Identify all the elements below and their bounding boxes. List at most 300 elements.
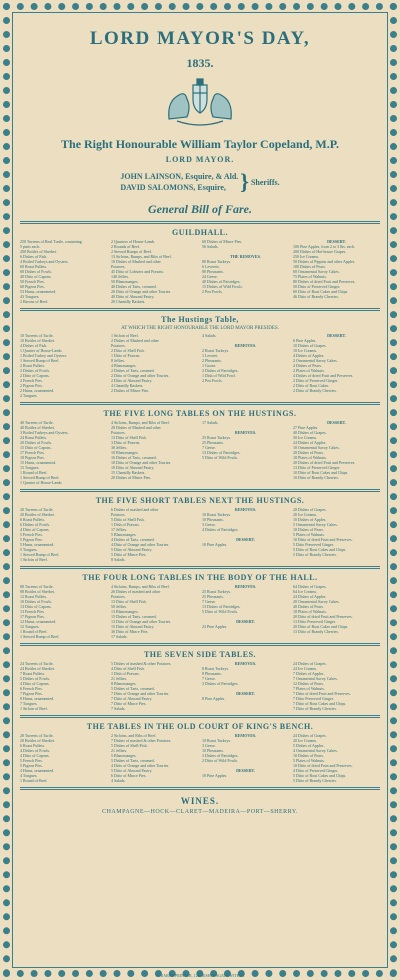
coat-of-arms-icon	[155, 75, 245, 131]
menu-line: 5 Dishes of Tarts, creamed.	[111, 758, 155, 763]
menu-line: 10 Ditto of Orange and other Tourtes.	[111, 460, 172, 465]
brace-icon: }	[240, 169, 249, 194]
menu-line: 2 Barons of Beef.	[20, 299, 49, 304]
menu-line: 10 Blancmanges.	[111, 450, 139, 455]
menu-line: 2 Pea Fowls.	[202, 289, 223, 294]
menu-line: 2 Plates of Walnuts.	[293, 368, 325, 373]
menu-line: 1 Round of Beef.	[20, 629, 48, 634]
menu-column	[293, 584, 380, 639]
menu-line: 5 Ditto of Rout Cakes and Chips.	[293, 773, 347, 778]
menu-line: 5 Ditto of Almond Pastry.	[111, 768, 153, 773]
menu-line: 80 Roast Turkeys.	[202, 259, 232, 264]
menu-line: 10 Dishes of Pears.	[293, 753, 324, 758]
menu-line: 13 Ditto of Shell Fish.	[111, 435, 147, 440]
menu-line: 20 Dishes of Mashed and other	[111, 425, 161, 430]
menu-line: 45 Ditto of Lobsters and Prawns.	[111, 269, 164, 274]
menu-line: 13 Ditto of Preserved Ginger.	[293, 465, 341, 470]
menu-line: 60 Dishes of Mince Pies.	[202, 239, 243, 244]
menu-column	[202, 507, 289, 562]
menu-line: 26 Dishes of mashed and other	[111, 589, 161, 594]
menu-line: 88 Tureens of Turtle.	[20, 584, 54, 589]
menu-line: 24 Roast Pullets.	[20, 435, 48, 440]
menu-line: 12 Tongues.	[20, 624, 40, 629]
section-title: THE FIVE SHORT TABLES NEXT THE HUSTINGS.	[95, 496, 305, 505]
menu-line: 4 Ditto of Capons.	[20, 753, 50, 758]
menu-line: 60 Pigeon Pies.	[20, 284, 45, 289]
menu-line: 13 Dishes of Partridges.	[202, 450, 241, 455]
menu-line: 5 Hams, ornamented.	[20, 542, 55, 547]
menu-line: 7 Ornamental Savoy Cakes.	[293, 676, 338, 681]
divider	[20, 402, 380, 405]
menu-line: 6 Roast Pullets.	[20, 743, 46, 748]
menu-line: 250 Tureens of Real Turtle, containing	[20, 239, 82, 244]
menu-line: 12 Dishes of Pears.	[293, 681, 324, 686]
menu-line: 2 Rounds of Beef.	[111, 244, 141, 249]
menu-line: Potatoes.	[111, 594, 126, 599]
menu-line: 5 Ditto of Brandy Cherries.	[293, 552, 337, 557]
menu-line: 1 Round of Beef.	[20, 778, 48, 783]
menu-line: 2 Roast Pullets.	[20, 363, 46, 368]
menu-line: 5 Ditto Preserved Ginger.	[293, 542, 334, 547]
menu-line: 50 Dishes of Pippins and other Apples.	[293, 259, 356, 264]
menu-line: 1 Ditto of Prawns.	[111, 353, 141, 358]
menu-line: 10 Ditto of Brandy Cherries.	[293, 475, 339, 480]
menu-column	[20, 333, 107, 398]
menu-line: 10 Ornamental Savoy Cakes.	[293, 445, 340, 450]
sheriffs-label: Sheriffs.	[250, 177, 280, 187]
menu-line: 5 Ditto of Brandy Cherries.	[293, 778, 337, 783]
menu-line: 6 Dishes of Fowls.	[20, 522, 51, 527]
menu-line: 4 Blancmanges.	[111, 363, 137, 368]
menu-line: 2 Sirloins, and Ribs of Beef.	[111, 733, 157, 738]
menu-line: 10 Pheasants.	[202, 748, 224, 753]
menu-line: 60 Dishes of Fowls.	[20, 269, 53, 274]
menu-line: DESSERT.	[327, 420, 346, 425]
menu-line: 15 Dishes of Wild Fowls.	[202, 284, 243, 289]
menu-line: 8 Jellies.	[111, 358, 125, 363]
menu-line: 50 Ice Creams.	[293, 435, 318, 440]
menu-line: 24 Dishes of Apples.	[293, 594, 327, 599]
menu-line: 1 Round of Beef.	[20, 470, 48, 475]
menu-line: 20 Ice Creams.	[293, 512, 318, 517]
menu-line: DESSERT.	[327, 333, 346, 338]
menu-line: 4 Dishes of Tarts, creamed.	[111, 537, 155, 542]
menu-line: 12 Roast Pullets.	[20, 594, 48, 599]
menu-line: 17 Salads.	[111, 634, 128, 639]
menu-line: 20 Dishes of Mince Pies.	[111, 475, 152, 480]
menu-line: 15 Tongues.	[20, 465, 40, 470]
section-title: GUILDHALL.	[172, 228, 228, 237]
menu-line: 13 Sirloins, Rumps, and Ribs of Beef.	[111, 254, 172, 259]
divider	[20, 566, 380, 569]
menu-line: 15 Dishes of Tarts, creamed.	[111, 614, 157, 619]
menu-line: 5 Ditto of Almond Pastry.	[111, 547, 153, 552]
wines-list: CHAMPAGNE—HOCK—CLARET—MADEIRA—PORT—SHERRY.	[102, 809, 298, 815]
menu-line: DESSERT.	[236, 619, 255, 624]
menu-line: 5 Ditto of Wild Fowls.	[202, 609, 239, 614]
menu-line: 5 Dishes of Fowls.	[20, 676, 51, 681]
menu-line: 7 Plates of Walnuts.	[293, 686, 325, 691]
menu-line: 7 Geese.	[202, 676, 216, 681]
menu-line: 40 Dishes of Tarts, creamed.	[111, 284, 157, 289]
menu-line: 17 Jellies.	[111, 527, 127, 532]
menu-line: 100 Pine Apples, from 2 to 3 lbs. each.	[293, 244, 356, 249]
menu-line: 60 Ornamental Savoy Cakes.	[293, 269, 340, 274]
menu-line: REMOVES.	[234, 430, 257, 435]
section-columns	[20, 507, 380, 562]
menu-line: 24 Geese.	[202, 274, 218, 279]
menu-line: 40 Ditto of Capons.	[20, 274, 52, 279]
menu-column	[202, 661, 289, 711]
menu-line: THE REMOVES.	[230, 254, 261, 259]
menu-line: 10 Dishes of Grapes.	[293, 343, 327, 348]
menu-line: 4 Salads.	[111, 778, 126, 783]
menu-line: 20 Tureens of Turtle.	[20, 733, 54, 738]
menu-line: 1 Stewed Rump of Beef.	[20, 475, 60, 480]
menu-line: 6 Roast Pullets.	[20, 517, 46, 522]
menu-line: 8 Salads.	[111, 557, 126, 562]
menu-column	[202, 333, 289, 398]
menu-column	[293, 239, 380, 304]
menu-line: 4 Chantilly Baskets.	[111, 383, 144, 388]
menu-line: 20 Ditto of dried Fruit and Preserves.	[293, 614, 353, 619]
menu-line: 1 Stewed Rump of Beef.	[20, 358, 60, 363]
menu-line: 7 Geese.	[202, 445, 216, 450]
menu-line: 4 Ornamental Savoy Cakes.	[293, 748, 338, 753]
menu-line: 88 Bottles of Sherbet.	[20, 589, 55, 594]
menu-line: 2 Stewed Rumps of Beef.	[111, 249, 152, 254]
menu-column	[111, 333, 198, 398]
menu-section	[20, 409, 380, 492]
menu-line: 5 Dishes of mashed & other Potatoes.	[111, 661, 172, 666]
menu-line: 20 Chantilly Baskets.	[111, 299, 146, 304]
menu-line: 20 Ice Creams.	[293, 738, 318, 743]
menu-column	[111, 733, 198, 783]
bill-title: General Bill of Fare.	[148, 202, 252, 216]
menu-line: 2 Pigeon Pies.	[20, 383, 43, 388]
section-columns	[20, 733, 380, 783]
menu-line: 140 Jellies.	[111, 274, 129, 279]
menu-line: 8 Blancmanges.	[111, 681, 137, 686]
wines-title: WINES.	[180, 796, 220, 806]
menu-section	[20, 650, 380, 718]
menu-line: 27 Pine Apples.	[293, 425, 319, 430]
menu-line: 5 Ditto of Wild Fowls.	[202, 455, 239, 460]
menu-line: 5 Tongues.	[20, 547, 38, 552]
menu-line: 10 Dishes of Mashed and other	[111, 259, 161, 264]
sheriff-2: DAVID SALOMONS, Esquire,	[120, 183, 226, 192]
menu-line: 4 Dishes of dried Fruit and Preserves.	[293, 373, 354, 378]
menu-line: 40 Dishes of Partridges.	[202, 279, 241, 284]
menu-line: 56 Salads.	[202, 244, 219, 249]
section-title: THE TABLES IN THE OLD COURT OF KING'S BENCH.	[86, 722, 314, 731]
menu-line: 6 Ditto of Mince Pies.	[111, 773, 147, 778]
menu-line: 10 Tureens of Turtle.	[20, 333, 54, 338]
menu-line: 1 Quarter of House-Lamb.	[20, 480, 63, 485]
menu-line: 2 Ditto of Brandy Cherries.	[293, 388, 337, 393]
menu-line: 10 Dishes of Fowls.	[20, 599, 53, 604]
menu-line: 20 Bottles of Sherbet.	[20, 512, 55, 517]
menu-line: 50 Jellies.	[111, 604, 127, 609]
menu-line: 24 Dishes of Grapes.	[293, 661, 327, 666]
menu-line: 4 Ditto of Preserved Ginger.	[293, 768, 339, 773]
menu-line: 7 Ditto of Orange and other Tourtes.	[111, 691, 170, 696]
menu-column	[20, 239, 107, 304]
menu-line: 2 Ornamental Savoy Cakes.	[293, 358, 338, 363]
menu-line: 13 Dishes of Partridges.	[202, 604, 241, 609]
menu-line: 7 Ditto of Brandy Cherries.	[293, 706, 337, 711]
menu-line: 8 Hams, ornamented.	[20, 696, 55, 701]
menu-line: 10 Roast Turkeys.	[202, 512, 232, 517]
menu-line: Potatoes.	[111, 512, 126, 517]
menu-line: 80 Pheasants.	[202, 269, 224, 274]
menu-line: 2 Pheasants.	[202, 358, 222, 363]
menu-line: 75 Plates of Walnuts.	[293, 274, 327, 279]
menu-line: 6 Dishes of Fish.	[20, 254, 48, 259]
menu-line: 200 Dishes of Hot-house Grapes.	[293, 249, 347, 254]
menu-line: 24 Bottles of Sherbet.	[20, 666, 55, 671]
menu-line: 15 Ditto of Capons.	[20, 445, 52, 450]
menu-line: REMOVES.	[234, 584, 257, 589]
menu-line: 6 Dishes of mashed and other	[111, 507, 159, 512]
menu-line: 15 Chantilly Baskets.	[111, 470, 146, 475]
printer-imprint: W. BARRY PRINTER, 122, BISHOPSGATE WITHIN.	[155, 973, 245, 978]
menu-line: 5 Plates of Walnuts.	[293, 758, 325, 763]
menu-line: 10 Ditto of Rout Cakes and Chips.	[293, 470, 349, 475]
menu-line: 1 Sirloin of Beef.	[111, 333, 139, 338]
menu-line: 7 Ditto of Mince Pies.	[111, 701, 147, 706]
menu-line: 7 Ditto of Almond Pastry.	[111, 696, 153, 701]
menu-line: 1 Dish of Prawns.	[111, 671, 140, 676]
menu-line: 50 Blancmanges.	[111, 279, 139, 284]
menu-line: 2 Hams, ornamented.	[20, 388, 55, 393]
menu-line: 20 Ditto of Rout Cakes and Chips.	[293, 624, 349, 629]
menu-line: 24 Tureens of Turtle.	[20, 661, 54, 666]
menu-column	[202, 420, 289, 485]
menu-line: 40 Tureens of Turtle.	[20, 420, 54, 425]
menu-line: 13 Blancmanges.	[111, 609, 139, 614]
menu-line: 20 Dishes of Pears.	[293, 450, 324, 455]
menu-line: 20 Tureens of Turtle.	[20, 507, 54, 512]
page-title: LORD MAYOR'S DAY,	[89, 28, 311, 49]
menu-line: 5 Blancmanges.	[111, 532, 137, 537]
menu-line: 5 Dishes of Apples.	[293, 743, 325, 748]
menu-column	[20, 584, 107, 639]
menu-column	[111, 420, 198, 485]
menu-line: 13 Ditto of Capons.	[20, 604, 52, 609]
menu-line: 64 Dishes of Grapes.	[293, 584, 327, 589]
menu-line: 7 Geese.	[202, 599, 216, 604]
menu-line: 2 Pea Fowls.	[202, 378, 223, 383]
section-columns	[20, 420, 380, 485]
menu-column	[293, 420, 380, 485]
menu-line: 1 Leveret.	[202, 353, 219, 358]
menu-column	[20, 507, 107, 562]
menu-line: 1 Stewed Rump of Beef.	[20, 634, 60, 639]
menu-line: 23 Pine Apples.	[202, 624, 228, 629]
menu-line: 24 Ice Creams.	[293, 666, 318, 671]
menu-line: 2 Roast Turkeys.	[202, 348, 230, 353]
menu-line: 5 Pigeon Pies.	[20, 763, 43, 768]
menu-line: 7 Roast Pullets.	[20, 671, 46, 676]
menu-column	[202, 733, 289, 783]
menu-line: 10 Pine Apples.	[202, 773, 228, 778]
menu-line: 12 Hams, ornamented.	[20, 619, 57, 624]
menu-line: 5 Dishes of Tarts, creamed.	[111, 686, 155, 691]
menu-line: DESSERT.	[327, 239, 346, 244]
menu-column	[20, 733, 107, 783]
menu-line: 5 Ditto of Mince Pies.	[111, 552, 147, 557]
menu-line: Potatoes.	[111, 430, 126, 435]
sections	[20, 228, 380, 790]
divider	[20, 715, 380, 718]
menu-line: 2 Dishes of Partridges.	[202, 368, 239, 373]
menu-column	[293, 333, 380, 398]
menu-line: 4 Sirloins, Rumps, and Ribs of Beef.	[111, 420, 170, 425]
menu-line: 17 Salads.	[202, 420, 219, 425]
menu-line: 30 Jellies.	[111, 445, 127, 450]
menu-line: 3 Geese.	[202, 743, 216, 748]
menu-line: 17 Pigeon Pies.	[20, 614, 45, 619]
year: 1835.	[186, 56, 214, 70]
menu-line: DESSERT.	[236, 537, 255, 542]
menu-line: 2 Ditto of Wild Fowls.	[202, 758, 239, 763]
menu-line: 20 Ditto of Orange and other Tourtes.	[111, 289, 172, 294]
menu-line: 4 Boiled Turkeys and Oysters.	[20, 259, 69, 264]
menu-line: 10 Roast Turkeys.	[202, 738, 232, 743]
menu-line: 4 Sirloins, Rumps, and Ribs of Beef.	[111, 584, 170, 589]
menu-column	[202, 239, 289, 304]
menu-line: 1 Sirloin of Beef.	[20, 706, 48, 711]
menu-line: 3 Boiled Turkeys and Oysters.	[20, 430, 69, 435]
menu-line: REMOVES.	[234, 343, 257, 348]
menu-line: 4 Hams, ornamented.	[20, 768, 55, 773]
menu-line: 7 Ditto of dried Fruit and Preserves.	[293, 691, 351, 696]
sheriff-1: JOHN LAINSON, Esquire, & Ald.	[120, 172, 239, 181]
section-title: THE FOUR LONG TABLES IN THE BODY OF THE HALL.	[82, 573, 318, 582]
menu-line: 4 Tongues.	[20, 773, 38, 778]
menu-line: 2 French Pies.	[20, 378, 43, 383]
menu-section	[20, 315, 380, 405]
menu-line: 16 Dishes of Tarts, creamed.	[111, 455, 157, 460]
menu-line: 4 Dishes of Partridges.	[202, 527, 239, 532]
menu-line: 3 Geese.	[202, 522, 216, 527]
menu-line: 4 Dishes of Fish.	[20, 343, 48, 348]
menu-line: 20 Dishes of dried Fruit and Preserves.	[293, 460, 356, 465]
menu-line: 40 Bottles of Sherbet.	[20, 425, 55, 430]
section-title: THE FIVE LONG TABLES ON THE HUSTINGS.	[103, 409, 297, 418]
menu-line: Potatoes.	[111, 343, 126, 348]
menu-line: 10 Ice Creams.	[293, 348, 318, 353]
menu-line: 6 Pine Apples.	[293, 338, 317, 343]
menu-line: 50 Ditto of Preserved Ginger.	[293, 284, 341, 289]
menu-line: 3 Dishes of Partridges.	[202, 753, 239, 758]
menu-line: 5 Pigeon Pies.	[20, 537, 43, 542]
menu-line: 7 Ditto of Rout Cakes and Chips.	[293, 701, 347, 706]
menu-line: 1 Goose.	[202, 363, 217, 368]
menu-line: 4 Ditto of Capons.	[20, 527, 50, 532]
menu-column	[293, 733, 380, 783]
menu-line: 2 Ditto of Almond Pastry.	[111, 378, 153, 383]
menu-section	[20, 722, 380, 790]
menu-line: 50 French Pies.	[20, 279, 45, 284]
menu-line: 25 Pheasants.	[202, 440, 224, 445]
lord-mayor-label: LORD MAYOR.	[165, 155, 235, 164]
menu-line: 24 Dishes of Grapes.	[293, 733, 327, 738]
menu-line: 13 French Pies.	[20, 609, 45, 614]
menu-line: 10 Ditto of Almond Pastry.	[111, 465, 155, 470]
section-columns	[20, 239, 380, 304]
menu-line: 17 French Pies.	[20, 450, 45, 455]
menu-line: 6 Leverets.	[202, 264, 220, 269]
menu-line: 5 French Pies.	[20, 758, 43, 763]
divider	[20, 787, 380, 790]
menu-line: 15 Ditto of Almond Pastry.	[111, 624, 155, 629]
menu-line: 10 Pheasants.	[202, 517, 224, 522]
divider	[20, 221, 380, 224]
menu-line: 2 Tongues.	[20, 393, 38, 398]
menu-line: 1 Dish of Wild Fowl.	[202, 373, 236, 378]
menu-line: REMOVES.	[234, 733, 257, 738]
menu-column	[111, 239, 198, 304]
menu-line: 1 Dish of Prawns.	[111, 522, 140, 527]
menu-line: 1 Quarter of House-Lamb.	[20, 348, 63, 353]
menu-column	[293, 661, 380, 711]
menu-line: 20 Ornamental Savoy Cakes.	[293, 599, 340, 604]
menu-line: 10 Ditto of dried Fruit and Preserves.	[293, 763, 353, 768]
menu-line: 40 Dishes of Pears.	[293, 604, 324, 609]
menu-line: 25 Pheasants.	[202, 594, 224, 599]
section-columns	[20, 661, 380, 711]
menu-line: 5 Ditto of Shell Fish.	[111, 517, 145, 522]
menu-line: 60 Ditto of Rout Cakes and Chips.	[293, 289, 349, 294]
menu-line: 5 pints each.	[20, 244, 41, 249]
menu-line: 2 Ditto of Rout Cakes.	[293, 383, 330, 388]
menu-line: 8 Roast Turkeys.	[202, 666, 230, 671]
menu-line: 80 Dishes of dried Fruit and Preserves.	[293, 279, 356, 284]
menu-line: 2 Dishes of Fowls.	[20, 368, 51, 373]
section-title: THE SEVEN SIDE TABLES.	[143, 650, 257, 659]
menu-line: 25 Roast Turkeys.	[202, 589, 232, 594]
divider	[20, 643, 380, 646]
menu-line: REMOVES.	[234, 661, 257, 666]
menu-line: 10 Dishes of Pears.	[293, 527, 324, 532]
menu-line: 40 Ditto of Almond Pastry.	[111, 294, 155, 299]
menu-line: 4 Ditto of Orange and other Tourtes.	[111, 542, 170, 547]
menu-line: 5 French Pies.	[20, 532, 43, 537]
menu-line: 4 Ditto of Shell Fish.	[111, 666, 145, 671]
menu-line: 53 Hams, ornamented.	[20, 289, 57, 294]
menu-line: 46 Ditto of Brandy Cherries.	[293, 294, 339, 299]
menu-line: 10 Pine Apples.	[202, 542, 228, 547]
menu-line: 21 Jellies.	[111, 676, 127, 681]
menu-line: 1 Sirloin of Beef.	[20, 557, 48, 562]
menu-line: REMOVES.	[234, 507, 257, 512]
menu-column	[293, 507, 380, 562]
menu-line: 8 Pine Apples.	[202, 696, 226, 701]
menu-line: 13 Ditto of Shell Fish.	[111, 599, 147, 604]
section-subtitle: AT WHICH THE RIGHT HONOURABLE THE LORD MAYOR PRESIDES.	[121, 326, 279, 331]
menu-line: 7 Dishes of Apples.	[293, 671, 325, 676]
menu-line: 10 Bottles of Sherbet.	[20, 338, 55, 343]
lord-mayor-name: The Right Honourable William Taylor Copeland, M.P.	[61, 137, 339, 151]
menu-line: 200 Bottles of Sherbet.	[20, 249, 57, 254]
menu-line: 20 Dishes of Grapes.	[293, 507, 327, 512]
menu-line: 20 Bottles of Sherbet.	[20, 738, 55, 743]
menu-line: 7 Tongues.	[20, 701, 38, 706]
menu-line: 5 Plates of Walnuts.	[293, 532, 325, 537]
menu-line: 2 Ditto of Capons.	[20, 373, 50, 378]
